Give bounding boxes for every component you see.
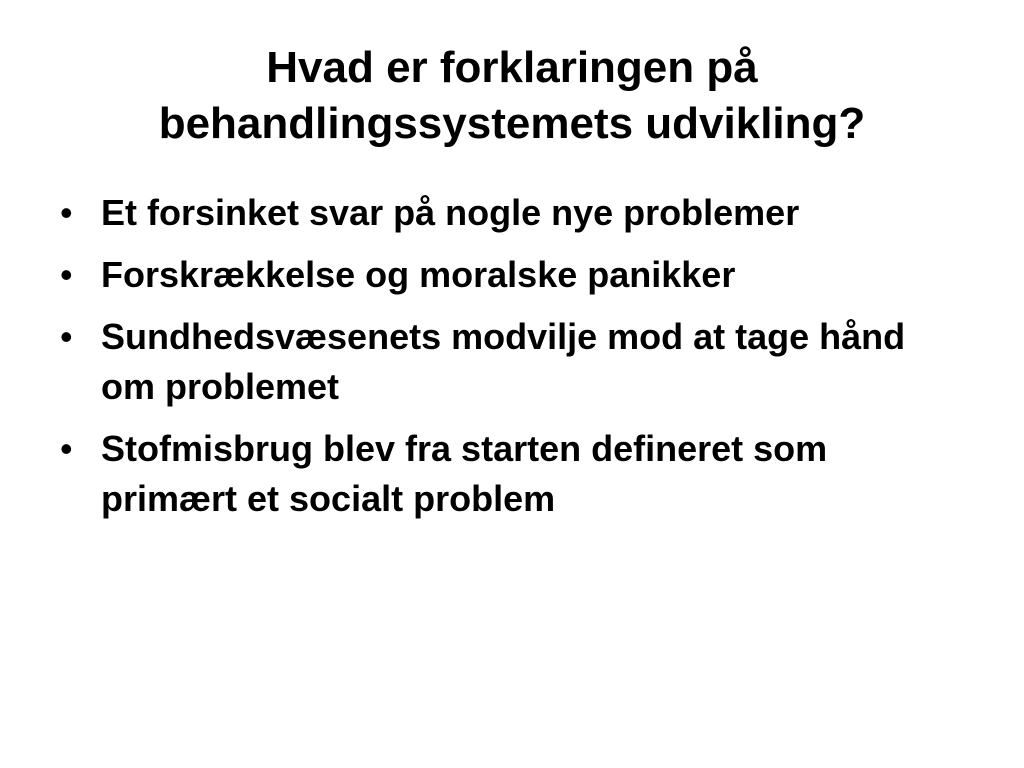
bullet-text: Stofmisbrug blev fra starten defineret som primært et socialt problem [101,428,828,519]
bullet-item [60,188,960,238]
bullet-dot-icon: • [60,316,73,357]
slide-title [60,40,964,152]
bullet-text: Et forsinket svar på nogle nye problemer [101,192,800,233]
bullet-text: Sundhedsvæsenets modvilje mod at tage hånd om problemet [101,316,906,407]
bullet-dot-icon: • [60,192,73,233]
slide-title-line-1: Hvad er forklaringen på [266,43,758,92]
bullet-item [60,250,960,300]
bullet-dot-icon: • [60,254,73,295]
bullet-list [60,188,960,536]
bullet-dot-icon: • [60,428,73,469]
bullet-item [60,424,960,524]
bullet-text: Forskrækkelse og moralske panikker [101,254,736,295]
bullet-item [60,312,960,412]
slide-title-line-2: behandlingssystemets udvikling? [158,99,866,148]
